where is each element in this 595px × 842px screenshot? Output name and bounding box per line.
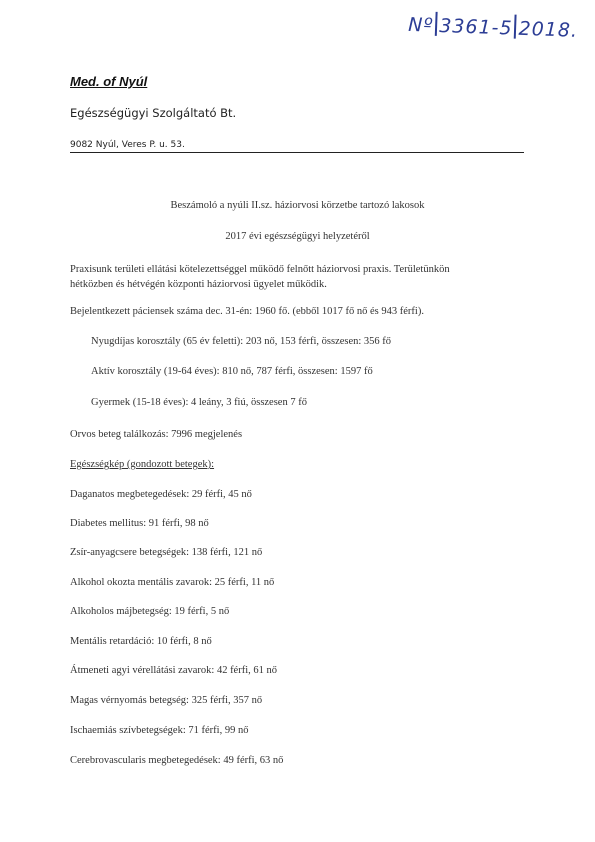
condition-item: Alkohol okozta mentális zavarok: 25 férfi, 11 nő — [70, 577, 275, 588]
condition-item: Cerebrovascularis megbetegedések: 49 férfi, 63 nő — [70, 755, 284, 766]
report-title: Beszámoló a nyúli II.sz. háziorvosi körzetbe tartozó lakosok — [170, 200, 425, 211]
condition-item: Alkoholos májbetegség: 19 férfi, 5 nő — [70, 606, 230, 617]
company-address: 9082 Nyúl, Veres P. u. 53. — [70, 140, 185, 150]
intro-line-2: hétközben és hétvégén központi háziorvosi ügyelet működik. — [70, 279, 327, 290]
condition-item: Átmeneti agyi vérellátási zavarok: 42 férfi, 61 nő — [70, 665, 278, 676]
condition-item: Diabetes mellitus: 91 férfi, 98 nő — [70, 518, 209, 529]
report-subtitle: 2017 évi egészségügyi helyzetéről — [225, 231, 370, 242]
age-group-retired: Nyugdíjas korosztály (65 év feletti): 203 nő, 153 férfi, összesen: 356 fő — [91, 336, 392, 347]
health-section-heading: Egészségkép (gondozott betegek): — [70, 459, 215, 470]
registered-patients: Bejelentkezett páciensek száma dec. 31-én: 1960 fő. (ebből 1017 fő nő és 943 férfi). — [70, 306, 424, 317]
condition-item: Magas vérnyomás betegség: 325 férfi, 357 nő — [70, 695, 263, 706]
condition-item: Daganatos megbetegedések: 29 férfi, 45 nő — [70, 489, 252, 500]
company-name: Med. of Nyúl — [70, 74, 148, 89]
doctor-patient-encounters: Orvos beteg találkozás: 7996 megjelenés — [70, 429, 243, 440]
stamp-prefix: Nº — [407, 13, 434, 37]
registration-number-stamp — [407, 11, 586, 51]
age-group-active: Aktív korosztály (19-64 éves): 810 nő, 787 férfi, összesen: 1597 fő — [91, 366, 373, 377]
stamp-divider — [435, 12, 438, 36]
stamp-part-3: 2018. — [518, 17, 579, 42]
stamp-part-1: 3361 — [438, 14, 493, 39]
age-group-youth: Gyermek (15-18 éves): 4 leány, 3 fiú, összesen 7 fő — [91, 397, 307, 408]
stamp-divider — [514, 15, 517, 39]
company-subtitle: Egészségügyi Szolgáltató Bt. — [70, 106, 237, 120]
condition-item: Zsír-anyagcsere betegségek: 138 férfi, 121 nő — [70, 547, 263, 558]
condition-item: Mentális retardáció: 10 férfi, 8 nő — [70, 636, 212, 647]
condition-item: Ischaemiás szívbetegségek: 71 férfi, 99 nő — [70, 725, 249, 736]
letterhead — [70, 74, 147, 89]
letterhead-divider — [70, 152, 524, 153]
intro-line-1: Praxisunk területi ellátási kötelezettséggel működő felnőtt háziorvosi praxis. Területünkön — [70, 264, 450, 275]
stamp-part-2: -5 — [491, 16, 513, 40]
